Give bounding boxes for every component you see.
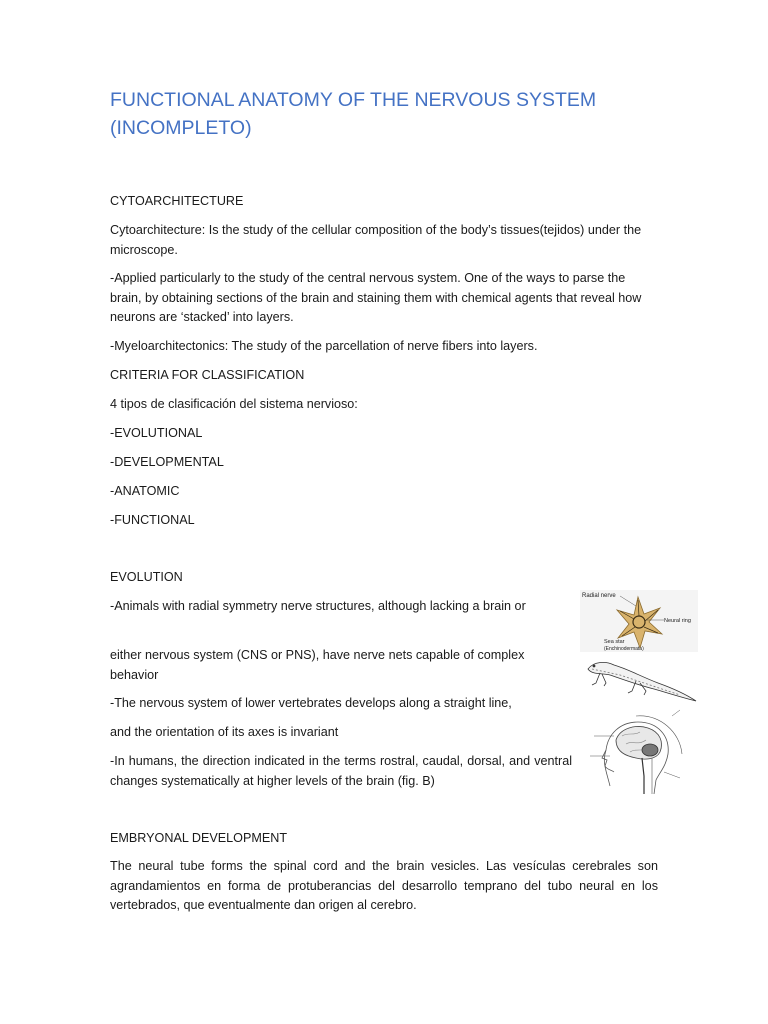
cytoarchitecture-paragraph-3: -Myeloarchitectonics: The study of the parcellation of nerve fibers into layers. [110,339,538,353]
evolution-paragraph-3: -In humans, the direction indicated in the terms rostral, caudal, dorsal, and ventral changes systematically at higher levels of the brain (fig. B) [110,754,572,788]
title-line-1: FUNCTIONAL ANATOMY OF THE NERVOUS SYSTEM [110,89,597,111]
section-heading-evolution: EVOLUTION [110,570,183,584]
criteria-item-developmental: -DEVELOPMENTAL [110,455,224,469]
label-radial-nerve: Radial nerve [582,593,616,599]
title-line-2: (INCOMPLETO) [110,117,252,139]
label-species: (Enchinodermata) [604,646,644,652]
salamander-icon [588,662,696,701]
cytoarchitecture-paragraph-2: -Applied particularly to the study of the central nervous system. One of the ways to parse the brain, by obtaining sections of the brain and staining them with chemical agents that reveal how neurons are ‘stacked’ into layers. [110,271,642,324]
evolution-paragraph-1a: -Animals with radial symmetry nerve structures, although lacking a brain or [110,599,526,613]
evolution-paragraph-2a: -The nervous system of lower vertebrates develops along a straight line, [110,696,512,710]
figure-sea-star [580,590,698,652]
criteria-item-functional: -FUNCTIONAL [110,513,195,527]
cytoarchitecture-paragraph-1: Cytoarchitecture: Is the study of the cellular composition of the body’s tissues(tejidos) under the microscope. [110,223,642,257]
evolution-paragraph-1b: either nervous system (CNS or PNS), have nerve nets capable of complex behavior [110,648,525,682]
label-neural-ring: Neural ring [664,618,691,624]
criteria-item-evolutional: -EVOLUTIONAL [110,426,203,440]
section-heading-embryonal: EMBRYONAL DEVELOPMENT [110,831,288,845]
criteria-intro: 4 tipos de clasificación del sistema nervioso: [110,397,358,411]
human-head-icon [590,710,682,794]
figure-salamander [580,655,698,705]
evolution-paragraph-2b: and the orientation of its axes is invariant [110,725,339,739]
document-title [110,86,670,142]
cerebellum-icon [642,744,658,756]
section-heading-cytoarchitecture: CYTOARCHITECTURE [110,194,244,208]
embryonal-paragraph-1: The neural tube forms the spinal cord and the brain vesicles. Las vesículas cerebrales son agrandamientos en forma de protuberancias del desarrollo temprano del tubo neural en los vertebrados, que eventualmente dan origen al cerebro. [110,859,658,912]
figure-human-brain [580,706,698,796]
label-sea-star: Sea star [604,639,625,645]
criteria-item-anatomic: -ANATOMIC [110,484,180,498]
section-heading-criteria: CRITERIA FOR CLASSIFICATION [110,368,305,382]
